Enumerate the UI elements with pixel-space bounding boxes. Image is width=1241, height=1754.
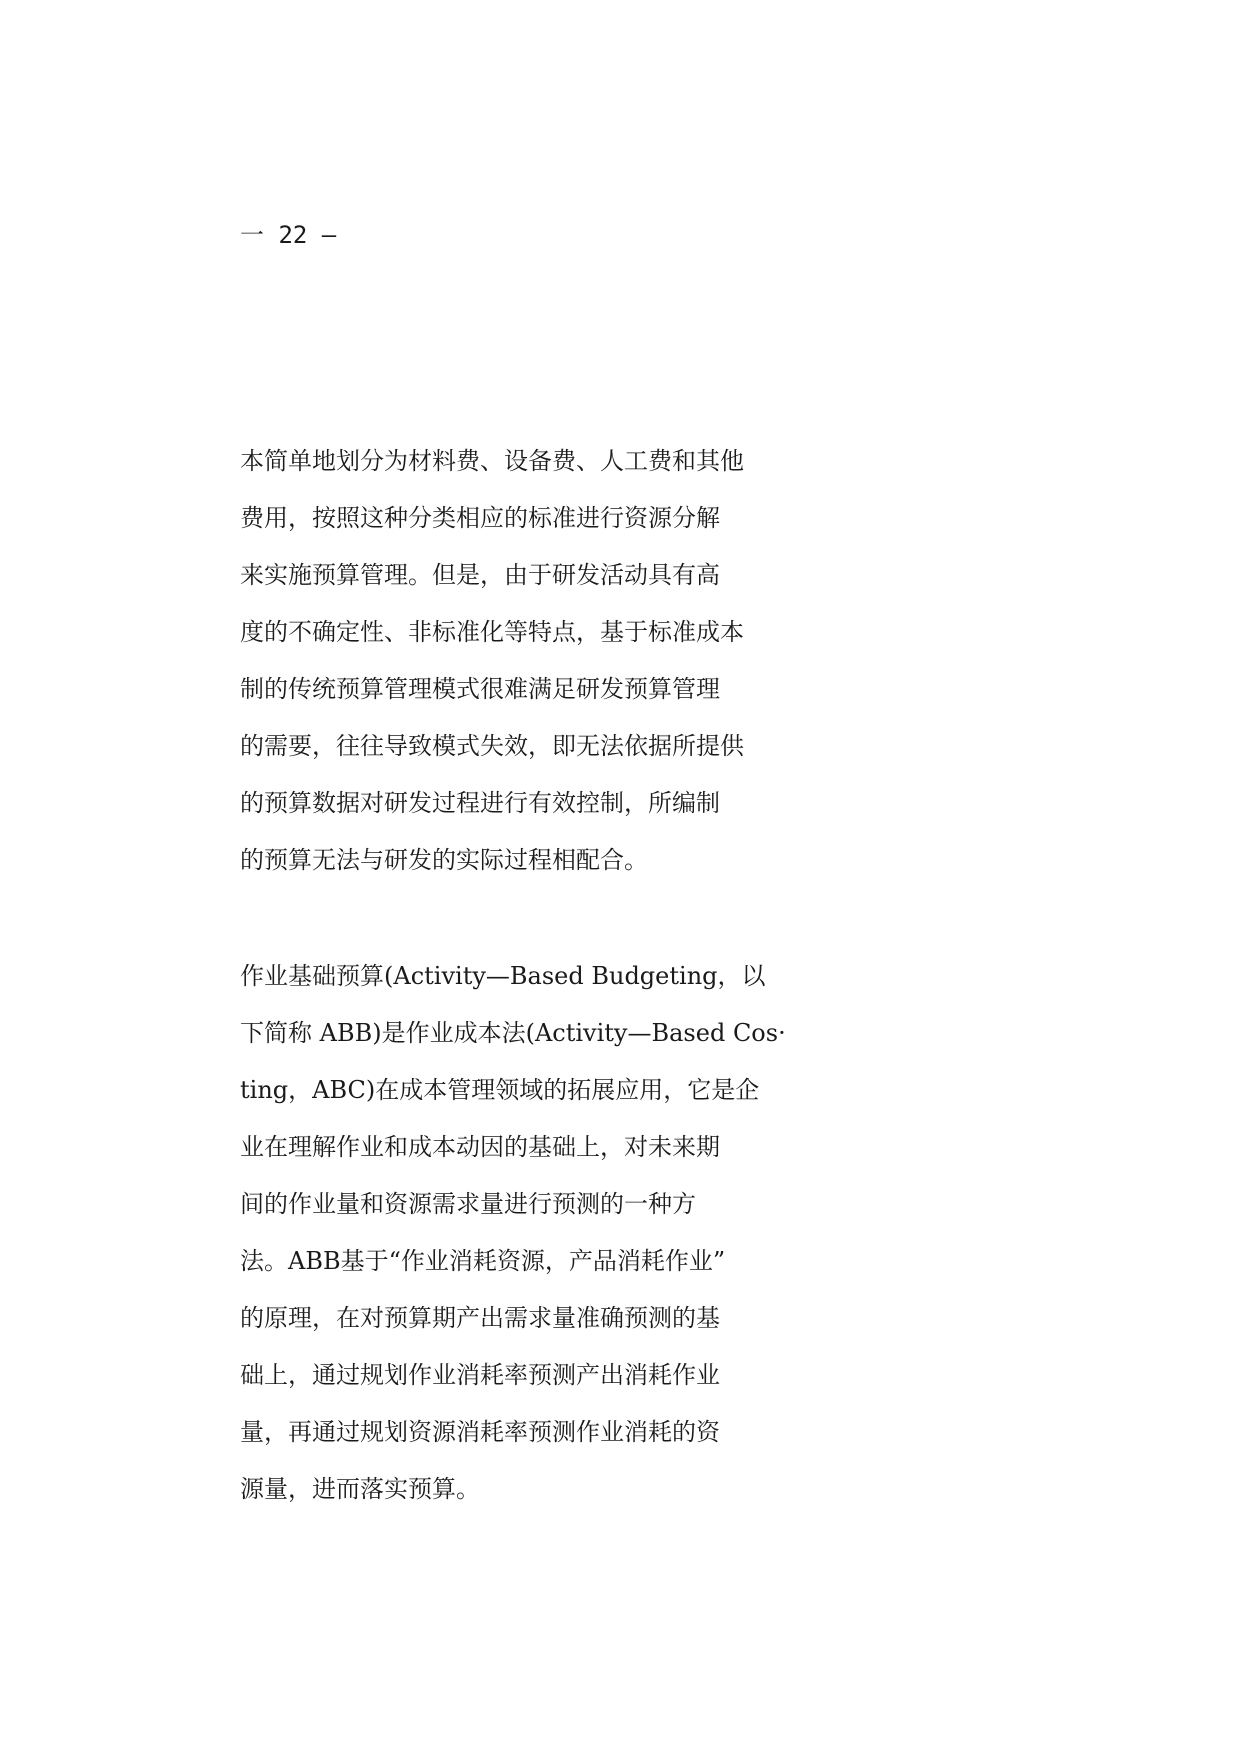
text-line: 的预算无法与研发的实际过程相配合。 bbox=[240, 846, 648, 874]
text-line: 作业基础预算(Activity—Based Budgeting，以 bbox=[240, 962, 766, 990]
text-line: 本简单地划分为材料费、设备费、人工费和其他 bbox=[240, 447, 744, 475]
text-line: 的预算数据对研发过程进行有效控制，所编制 bbox=[240, 789, 720, 817]
text-line: 础上，通过规划作业消耗率预测产出消耗作业 bbox=[240, 1361, 720, 1389]
page-number: 一 22 — bbox=[240, 221, 337, 249]
body-paragraph bbox=[240, 433, 800, 889]
text-line: 业在理解作业和成本动因的基础上，对未来期 bbox=[240, 1133, 720, 1161]
text-line: 制的传统预算管理模式很难满足研发预算管理 bbox=[240, 675, 720, 703]
text-line: ting，ABC)在成本管理领域的拓展应用，它是企 bbox=[240, 1076, 760, 1104]
text-line: 下简称 ABB)是作业成本法(Activity—Based Cos· bbox=[240, 1019, 786, 1047]
text-line: 的需要，往往导致模式失效，即无法依据所提供 bbox=[240, 732, 744, 760]
text-line: 间的作业量和资源需求量进行预测的一种方 bbox=[240, 1190, 696, 1218]
text-line: 费用，按照这种分类相应的标准进行资源分解 bbox=[240, 504, 720, 532]
text-line: 度的不确定性、非标准化等特点，基于标准成本 bbox=[240, 618, 744, 646]
text-line: 来实施预算管理。但是，由于研发活动具有高 bbox=[240, 561, 720, 589]
text-line: 源量，进而落实预算。 bbox=[240, 1475, 480, 1503]
text-line: 量，再通过规划资源消耗率预测作业消耗的资 bbox=[240, 1418, 720, 1446]
text-line: 的原理，在对预算期产出需求量准确预测的基 bbox=[240, 1304, 720, 1332]
text-line: 法。ABB基于“作业消耗资源，产品消耗作业” bbox=[240, 1247, 726, 1275]
body-paragraph bbox=[240, 948, 800, 1518]
